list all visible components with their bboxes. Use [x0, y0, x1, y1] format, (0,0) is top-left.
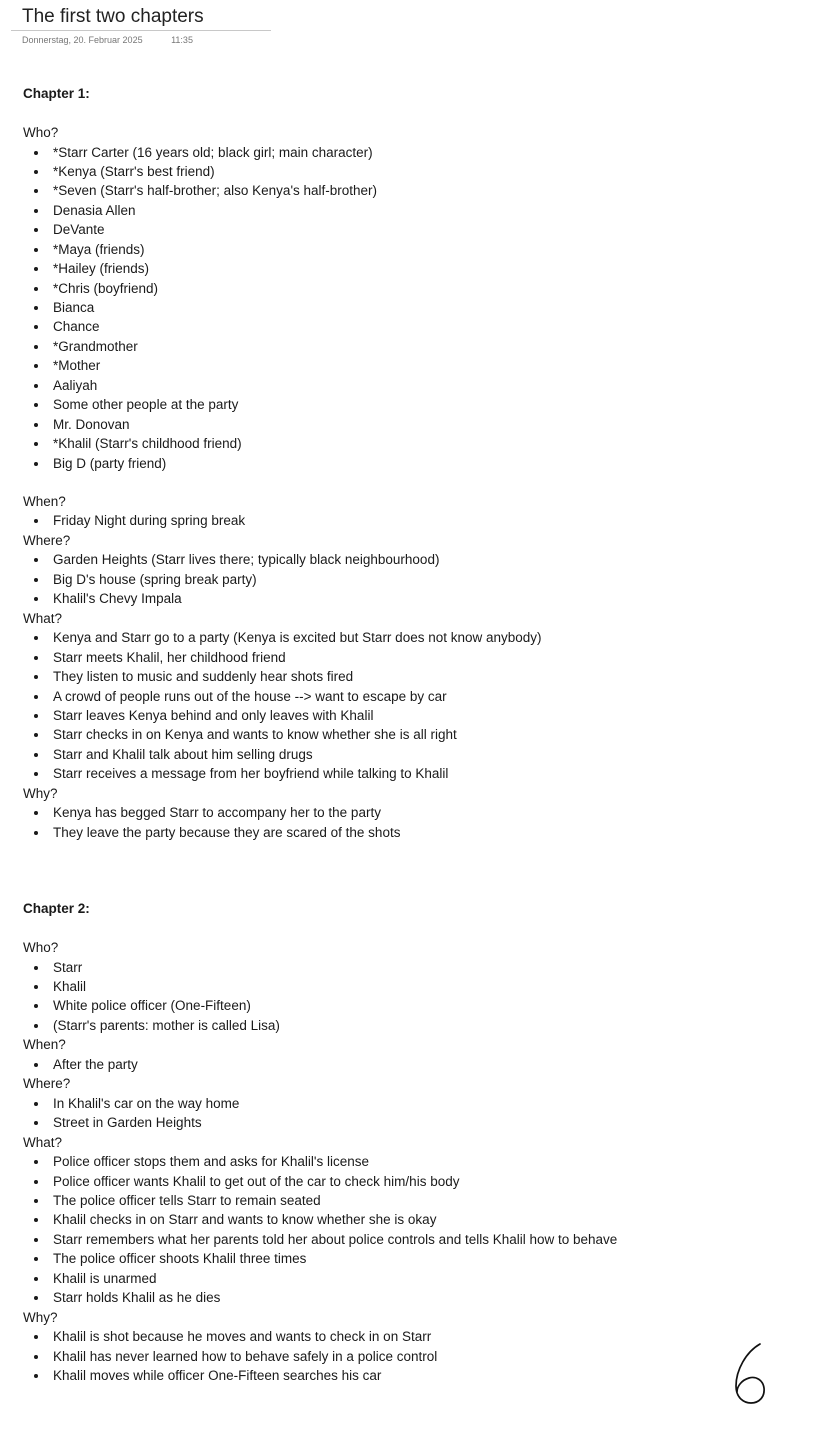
note-body[interactable]	[23, 84, 808, 1385]
ch2-why-list	[23, 1327, 808, 1385]
list-item: White police officer (One-Fifteen)	[23, 996, 808, 1015]
list-item: Starr holds Khalil as he dies	[23, 1288, 808, 1307]
list-item: *Chris (boyfriend)	[23, 279, 808, 298]
list-item: They leave the party because they are scared of the shots	[23, 823, 808, 842]
list-item: (Starr's parents: mother is called Lisa)	[23, 1016, 808, 1035]
list-item: Mr. Donovan	[23, 415, 808, 434]
list-item: Khalil is shot because he moves and wants to check in on Starr	[23, 1327, 808, 1346]
list-item: Chance	[23, 317, 808, 336]
list-item: Bianca	[23, 298, 808, 317]
title-block	[11, 4, 271, 45]
list-item: Khalil has never learned how to behave safely in a police control	[23, 1347, 808, 1366]
ch2-why-label: Why?	[23, 1309, 58, 1325]
handwritten-page-number	[730, 1340, 770, 1406]
list-item: Khalil's Chevy Impala	[23, 589, 808, 608]
ch2-what-list	[23, 1152, 808, 1308]
chapter-1-heading: Chapter 1:	[23, 86, 90, 101]
list-item: Khalil is unarmed	[23, 1269, 808, 1288]
list-item: Friday Night during spring break	[23, 511, 808, 530]
list-item: Khalil moves while officer One-Fifteen searches his car	[23, 1366, 808, 1385]
list-item: A crowd of people runs out of the house --> want to escape by car	[23, 687, 808, 706]
spacer	[23, 473, 808, 492]
list-item: Police officer wants Khalil to get out of the car to check him/his body	[23, 1172, 808, 1191]
list-item: Kenya has begged Starr to accompany her to the party	[23, 803, 808, 822]
ch2-where-list	[23, 1094, 808, 1133]
ch1-what-label: What?	[23, 610, 63, 626]
list-item: Starr checks in on Kenya and wants to know whether she is all right	[23, 725, 808, 744]
list-item: Starr receives a message from her boyfriend while talking to Khalil	[23, 764, 808, 783]
list-item: In Khalil's car on the way home	[23, 1094, 808, 1113]
ch2-who-label: Who?	[23, 940, 59, 956]
ch2-what-label: What?	[23, 1134, 63, 1150]
list-item: They listen to music and suddenly hear shots fired	[23, 667, 808, 686]
list-item: Khalil checks in on Starr and wants to know whether she is okay	[23, 1210, 808, 1229]
page-time: 11:35	[171, 35, 193, 45]
list-item: *Grandmother	[23, 337, 808, 356]
ch1-when-list	[23, 511, 808, 530]
list-item: Aaliyah	[23, 376, 808, 395]
chapter-2-heading: Chapter 2:	[23, 901, 90, 917]
ch2-when-label: When?	[23, 1037, 66, 1053]
ch2-who-list	[23, 958, 808, 1036]
list-item: Some other people at the party	[23, 395, 808, 414]
list-item: The police officer shoots Khalil three times	[23, 1249, 808, 1268]
spacer	[23, 842, 808, 899]
list-item: *Starr Carter (16 years old; black girl; main character)	[23, 143, 808, 162]
ch1-why-list	[23, 803, 808, 842]
list-item: Garden Heights (Starr lives there; typically black neighbourhood)	[23, 550, 808, 569]
list-item: After the party	[23, 1055, 808, 1074]
list-item: Big D (party friend)	[23, 454, 808, 473]
ch1-who-list	[23, 143, 808, 473]
list-item: DeVante	[23, 220, 808, 239]
page-meta	[11, 35, 271, 45]
list-item: Denasia Allen	[23, 201, 808, 220]
ch2-when-list	[23, 1055, 808, 1074]
list-item: Big D's house (spring break party)	[23, 570, 808, 589]
list-item: Police officer stops them and asks for Khalil's license	[23, 1152, 808, 1171]
list-item: Starr and Khalil talk about him selling drugs	[23, 745, 808, 764]
list-item: *Kenya (Starr's best friend)	[23, 162, 808, 181]
list-item: Starr meets Khalil, her childhood friend	[23, 648, 808, 667]
ch1-why-label: Why?	[23, 785, 58, 801]
list-item: *Hailey (friends)	[23, 259, 808, 278]
list-item: Starr leaves Kenya behind and only leaves with Khalil	[23, 706, 808, 725]
list-item: Khalil	[23, 977, 808, 996]
ch1-when-label: When?	[23, 493, 66, 509]
ch1-where-list	[23, 550, 808, 608]
list-item: *Mother	[23, 356, 808, 375]
list-item: Starr	[23, 958, 808, 977]
ch2-where-label: Where?	[23, 1076, 71, 1092]
list-item: Kenya and Starr go to a party (Kenya is excited but Starr does not know anybody)	[23, 628, 808, 647]
list-item: Starr remembers what her parents told her about police controls and tells Khalil how to behave	[23, 1230, 808, 1249]
ch1-where-label: Where?	[23, 532, 71, 548]
ch1-who-label: Who?	[23, 125, 59, 140]
page-title[interactable]: The first two chapters	[11, 4, 271, 31]
list-item: The police officer tells Starr to remain seated	[23, 1191, 808, 1210]
page-date: Donnerstag, 20. Februar 2025	[22, 35, 143, 45]
list-item: Street in Garden Heights	[23, 1113, 808, 1132]
list-item: *Seven (Starr's half-brother; also Kenya's half-brother)	[23, 181, 808, 200]
list-item: *Maya (friends)	[23, 240, 808, 259]
list-item: *Khalil (Starr's childhood friend)	[23, 434, 808, 453]
ch1-what-list	[23, 628, 808, 784]
